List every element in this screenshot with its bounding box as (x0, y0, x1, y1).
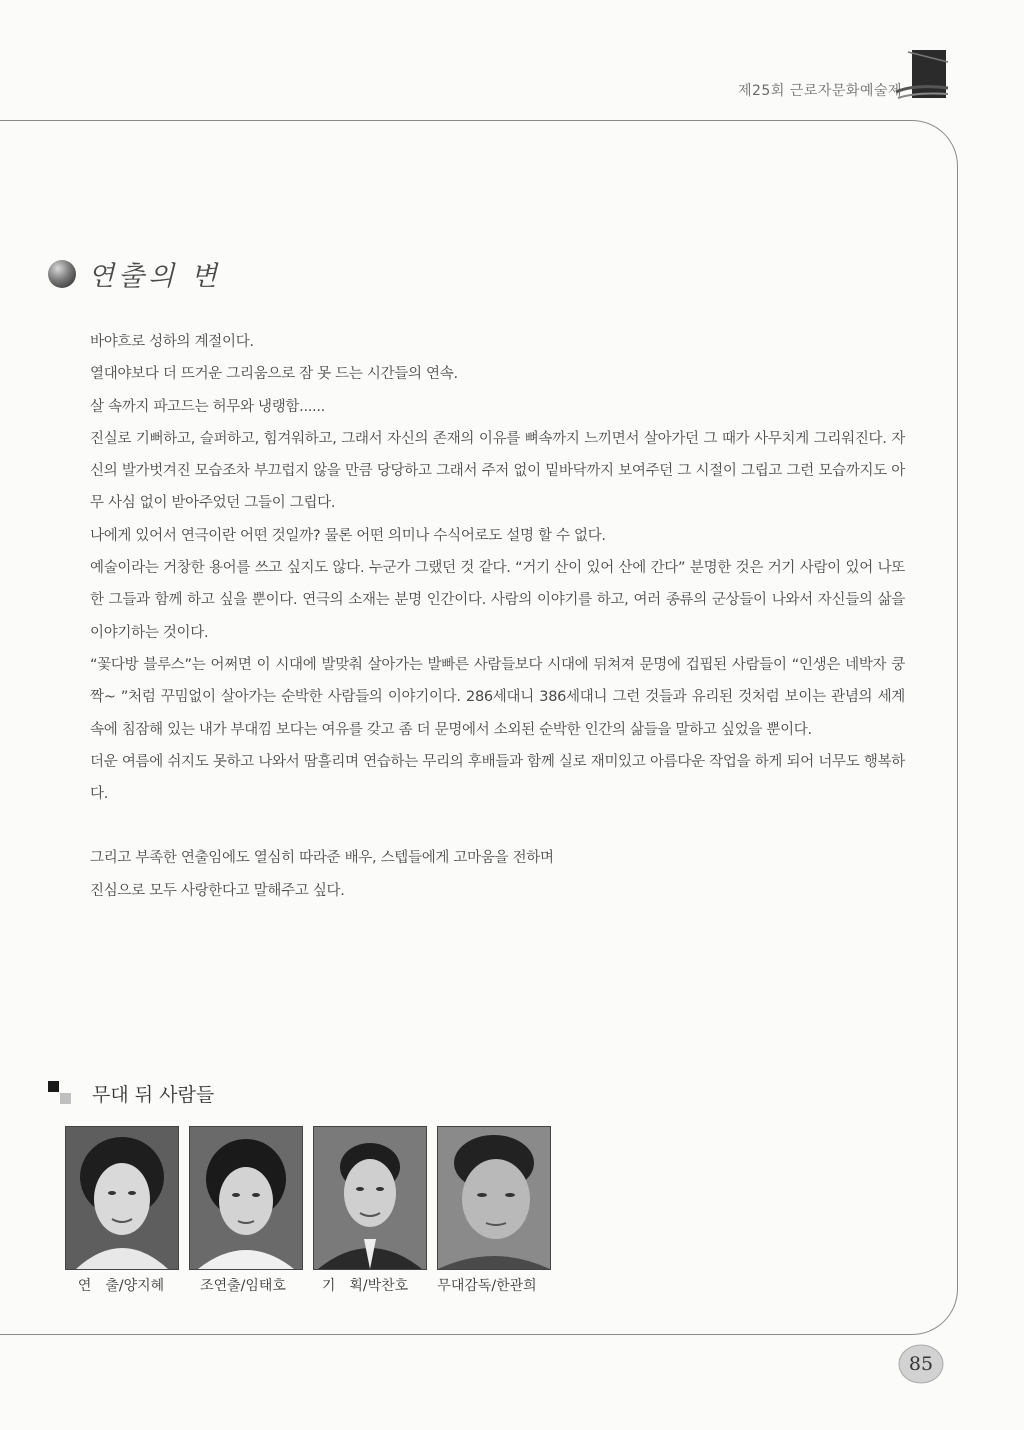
closing-line: 진심으로 모두 사랑한다고 말해주고 싶다. (90, 882, 345, 899)
staff-photo (313, 1126, 427, 1270)
page-number: 85 (908, 1353, 934, 1375)
festival-logo (894, 48, 950, 104)
paragraph: 진실로 기뻐하고, 슬퍼하고, 힘겨워하고, 그래서 자신의 존재의 이유를 뼈속까지 느끼면서 살아가던 그 때가 사무치게 그리워진다. 자신의 발가벗겨진 모습조차 부끄럽지 않을 만큼 당당하고 그래서 주저 없이 밑바닥까지 보여주던 그 시절이 그립고 그런 모습까지도 아무 사심 없이 받아주었던 그들이 그립다. (90, 430, 905, 512)
staff-caption: 기 획/박찬호 (321, 1278, 409, 1294)
ball-bullet-icon (48, 260, 76, 288)
page-number-badge (898, 1344, 944, 1384)
header-title: 제25회 근로자문화예술제 (737, 83, 902, 99)
section-title: 연출의 변 (88, 261, 221, 292)
section-header (48, 254, 221, 293)
body-text (90, 326, 905, 907)
closing-line: 그리고 부족한 연출임에도 열심히 따라준 배우, 스텝들에게 고마움을 전하며 (90, 850, 554, 867)
staff-photo (65, 1126, 179, 1270)
paragraph: 열대야보다 더 뜨거운 그리움으로 잠 못 드는 시간들의 연속. (90, 366, 458, 383)
staff-title: 무대 뒤 사람들 (92, 1084, 215, 1106)
paragraph: 바야흐로 성하의 계절이다. (90, 334, 254, 350)
square-bullet-icon (48, 1081, 74, 1107)
paragraph: 나에게 있어서 연극이란 어떤 것일까? 물론 어떤 의미나 수식어로도 설명 할 수 없다. (90, 527, 606, 544)
paragraph: 더운 여름에 쉬지도 못하고 나와서 땀흘리며 연습하는 무리의 후배들과 함께 실로 재미있고 아름다운 작업을 하게 되어 너무도 행복하다. (90, 753, 905, 803)
staff-photo (437, 1126, 551, 1270)
staff-photo (189, 1126, 303, 1270)
staff-caption: 조연출/임태호 (200, 1278, 286, 1294)
paragraph: “꽃다방 블루스”는 어쩌면 이 시대에 발맞춰 살아가는 발빠른 사람들보다 시대에 뒤쳐져 문명에 겁핍된 사람들이 “인생은 네박자 쿵짝~ ”처럼 꾸밈없이 살아가는 순박한 사람들의 이야기이다. 286세대니 386세대니 그런 것들과 유리된 것처럼 보이는 관념의 세계 속에 침잠해 있는 내가 부대낌 보다는 여유를 갖고 좀 더 문명에서 소외된 순박한 인간의 삶들을 말하고 싶었을 뿐이다. (90, 656, 905, 738)
staff-captions (65, 1275, 543, 1295)
staff-caption: 연 출/양지혜 (77, 1278, 165, 1294)
paragraph: 예술이라는 거창한 용어를 쓰고 싶지도 않다. 누군가 그랬던 것 같다. “거기 산이 있어 산에 간다” 분명한 것은 거기 사람이 있어 나또한 그들과 함께 하고 싶을 뿐이다. 연극의 소재는 분명 인간이다. 사람의 이야기를 하고, 여러 종류의 군상들이 나와서 자신들의 삶을 이야기하는 것이다. (90, 560, 905, 641)
staff-caption: 무대감독/한관희 (437, 1278, 537, 1294)
paragraph: 살 속까지 파고드는 허무와 냉랭함...... (90, 398, 325, 415)
staff-photos (65, 1126, 551, 1270)
staff-header (48, 1080, 214, 1107)
